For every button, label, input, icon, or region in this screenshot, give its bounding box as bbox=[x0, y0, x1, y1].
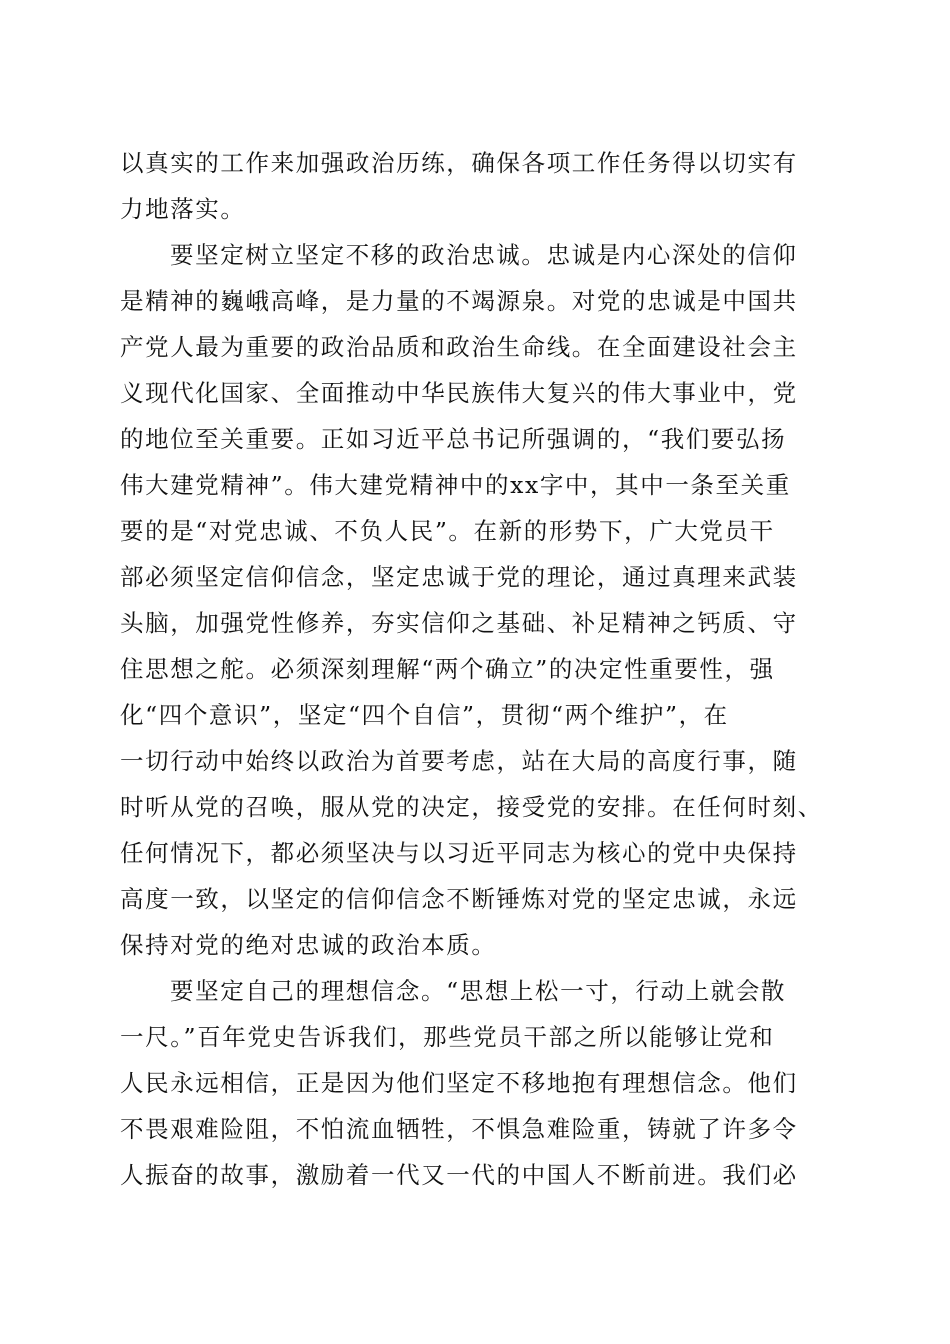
text-line: 的地位至关重要。正如习近平总书记所强调的，“我们要弘扬 bbox=[120, 425, 787, 453]
text-line: 一尺。”百年党史告诉我们，那些党员干部之所以能够让党和 bbox=[120, 1023, 775, 1051]
text-line: 人振奋的故事，激励着一代又一代的中国人不断前进。我们必 bbox=[120, 1161, 798, 1189]
text-line: 时听从党的召唤，服从党的决定，接受党的安排。在任何时刻、 bbox=[120, 793, 823, 821]
text-line: 任何情况下，都必须坚决与以习近平同志为核心的党中央保持 bbox=[120, 839, 798, 867]
text-line: 部必须坚定信仰信念，坚定忠诚于党的理论，通过真理来武装 bbox=[120, 563, 798, 591]
text-line: 保持对党的绝对忠诚的政治本质。 bbox=[120, 931, 497, 959]
paragraph-first-line: 要坚定自己的理想信念。“思想上松一寸，行动上就会散 bbox=[170, 977, 787, 1005]
text-line: 一切行动中始终以政治为首要考虑，站在大局的高度行事，随 bbox=[120, 747, 798, 775]
text-line: 高度一致，以坚定的信仰信念不断锤炼对党的坚定忠诚，永远 bbox=[120, 885, 798, 913]
text-line: 产党人最为重要的政治品质和政治生命线。在全面建设社会主 bbox=[120, 333, 798, 361]
paragraph-first-line: 要坚定树立坚定不移的政治忠诚。忠诚是内心深处的信仰 bbox=[170, 241, 798, 269]
text-line: 以真实的工作来加强政治历练，确保各项工作任务得以切实有 bbox=[120, 149, 798, 177]
text-line: 义现代化国家、全面推动中华民族伟大复兴的伟大事业中，党 bbox=[120, 379, 798, 407]
text-line: 力地落实。 bbox=[120, 195, 246, 223]
text-line: 是精神的巍峨高峰，是力量的不竭源泉。对党的忠诚是中国共 bbox=[120, 287, 798, 315]
text-line: 不畏艰难险阻，不怕流血牺牲，不惧急难险重，铸就了许多令 bbox=[120, 1115, 798, 1143]
text-line: 要的是“对党忠诚、不负人民”。在新的形势下，广大党员干 bbox=[120, 517, 775, 545]
text-line: 人民永远相信，正是因为他们坚定不移地抱有理想信念。他们 bbox=[120, 1069, 798, 1097]
document-body bbox=[120, 140, 832, 1198]
text-line: 住思想之舵。必须深刻理解“两个确立”的决定性重要性，强 bbox=[120, 655, 775, 683]
text-line: 化“四个意识”，坚定“四个自信”，贯彻“两个维护”，在 bbox=[120, 701, 729, 729]
text-line: 伟大建党精神”。伟大建党精神中的xx字中，其中一条至关重 bbox=[120, 471, 791, 499]
text-line: 头脑，加强党性修养，夯实信仰之基础、补足精神之钙质、守 bbox=[120, 609, 798, 637]
